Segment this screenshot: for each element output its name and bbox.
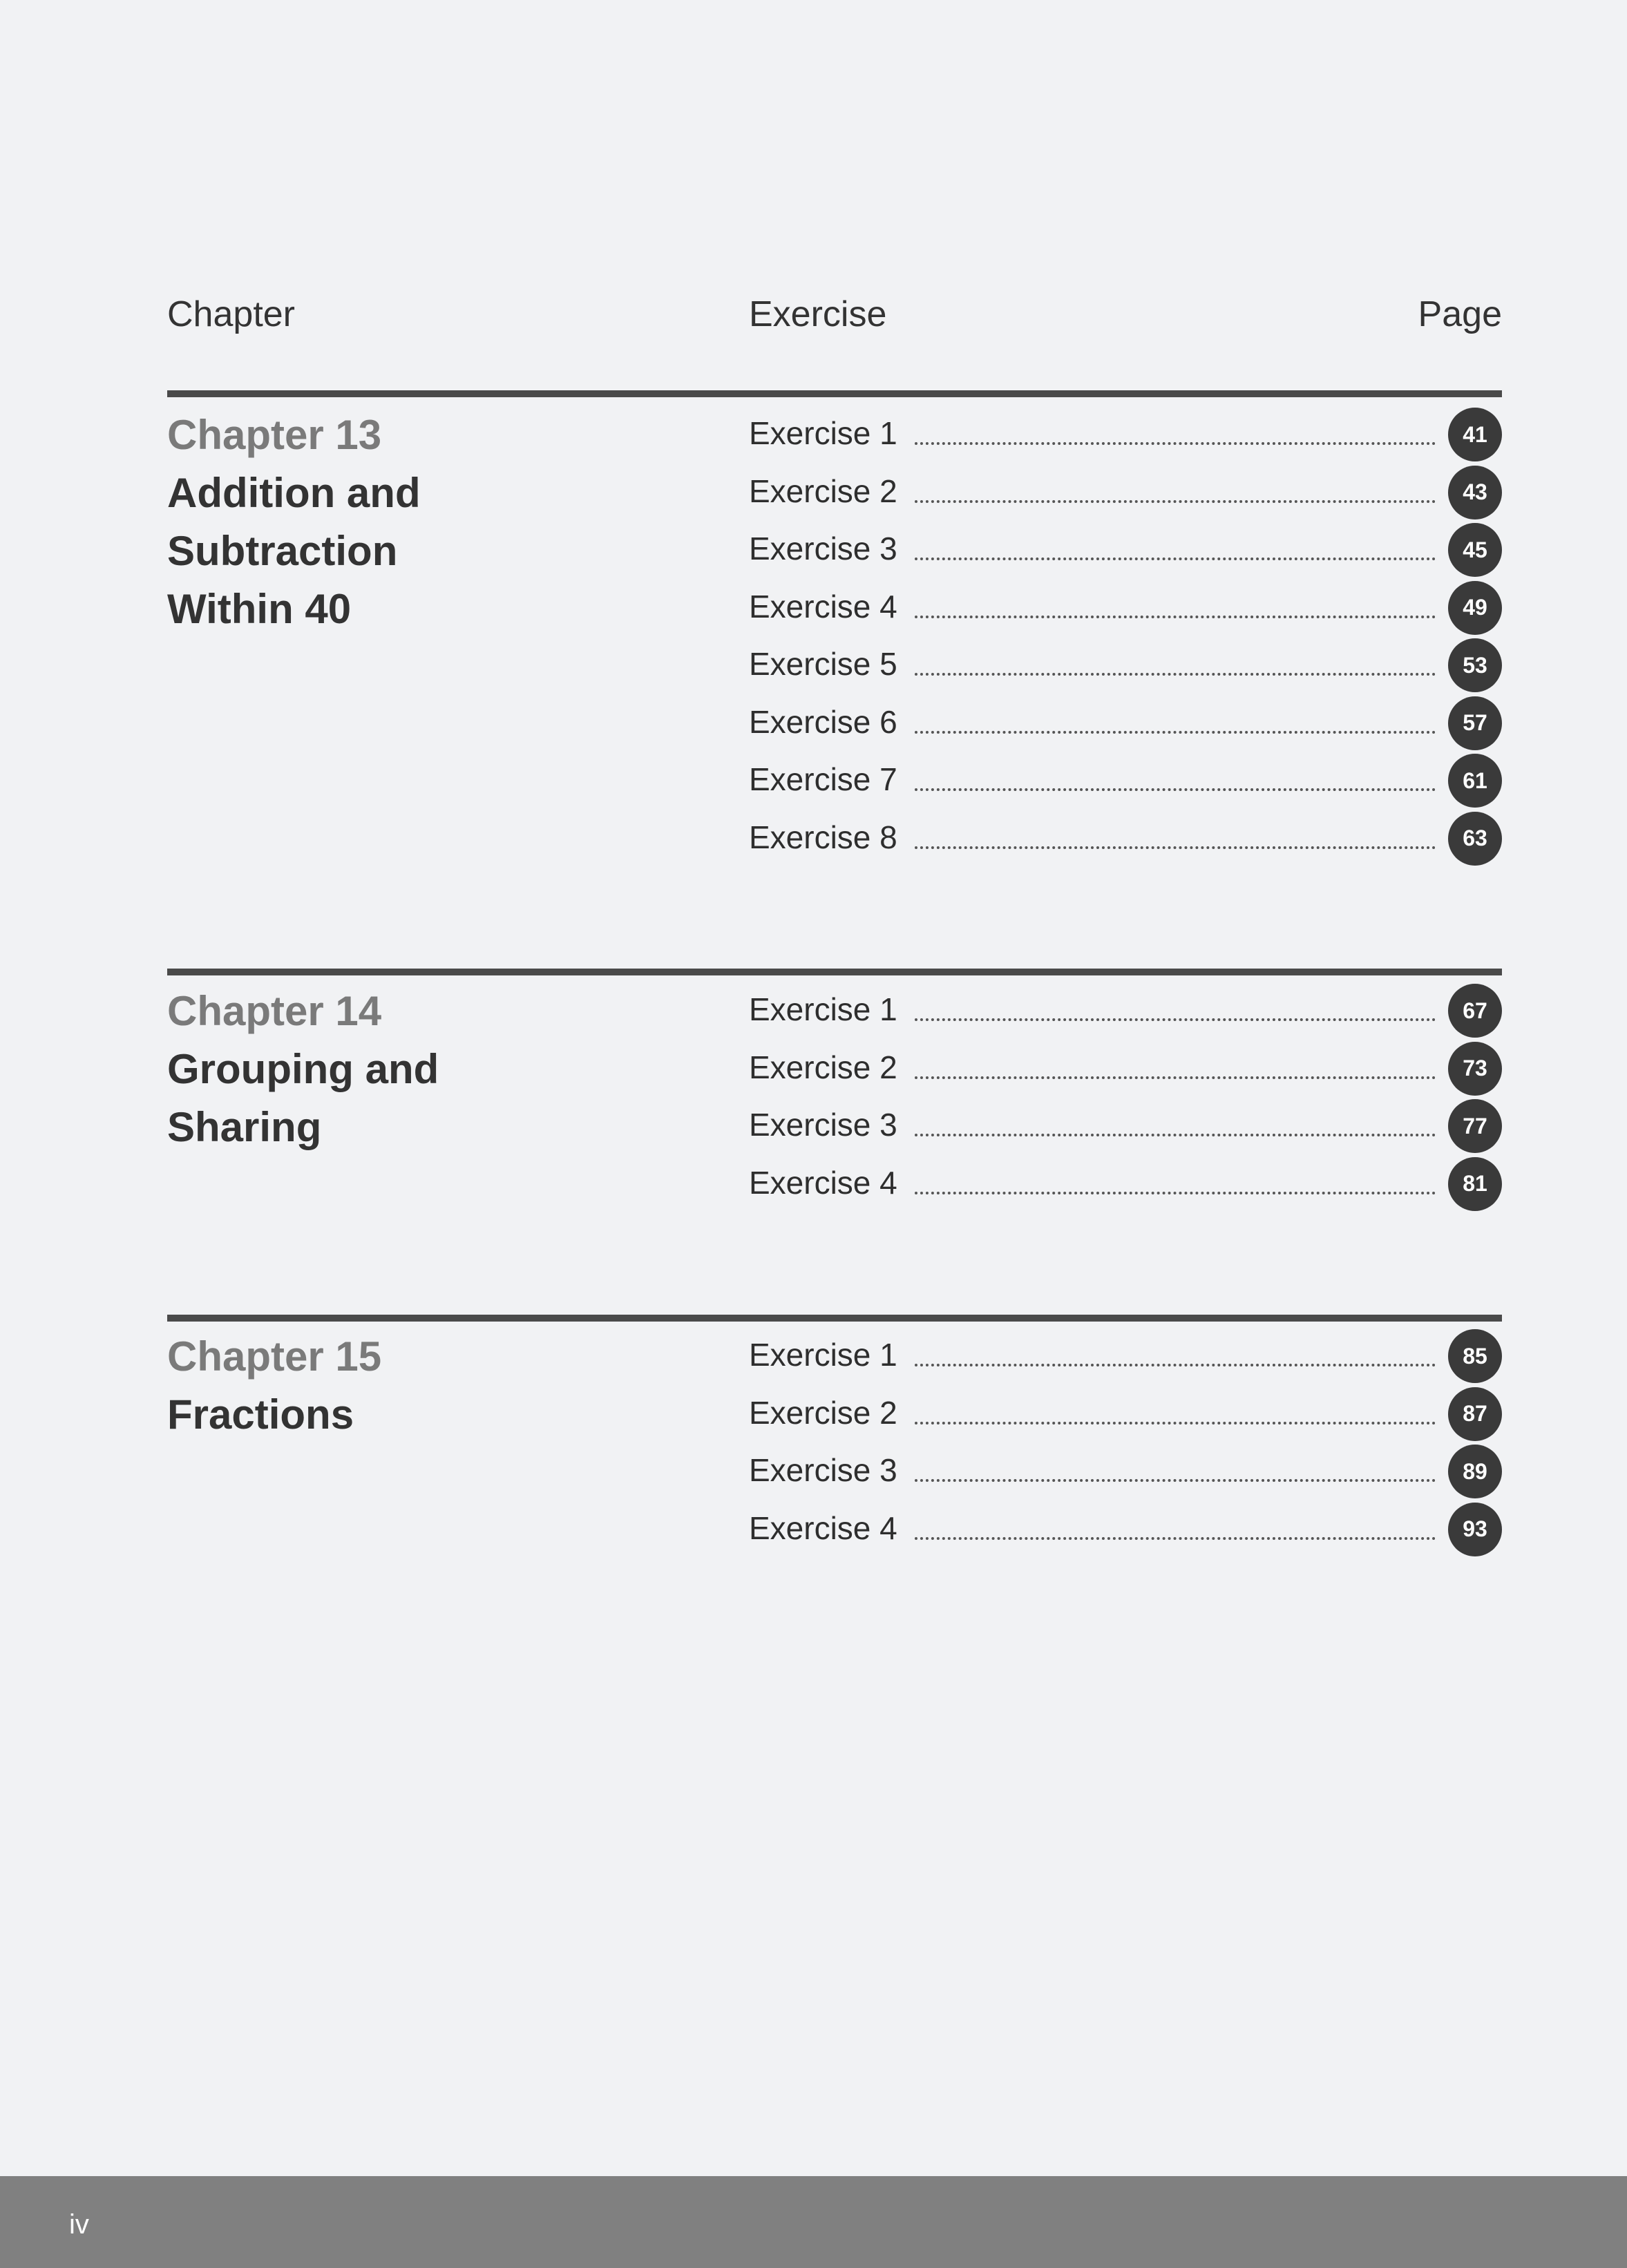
exercise-label: Exercise 1: [749, 415, 897, 451]
page-number-badge: 81: [1448, 1157, 1502, 1211]
exercise-label: Exercise 3: [749, 531, 897, 566]
exercise-entry[interactable]: [749, 522, 1502, 580]
dot-leader: [915, 1479, 1436, 1482]
page-number-badge: 61: [1448, 754, 1502, 808]
exercise-label: Exercise 2: [749, 1049, 897, 1085]
page-number-badge: 53: [1448, 638, 1502, 692]
exercise-label: Exercise 2: [749, 1394, 897, 1431]
chapter-column-header: Chapter: [167, 294, 295, 334]
exercise-label: Exercise 4: [749, 588, 897, 625]
exercise-entry[interactable]: [749, 1040, 1502, 1098]
chapter-title-line: Grouping and: [167, 1046, 439, 1092]
exercise-entry[interactable]: [749, 637, 1502, 695]
page-number-badge: 89: [1448, 1445, 1502, 1498]
exercise-label: Exercise 1: [749, 1337, 897, 1373]
dot-leader: [915, 1134, 1436, 1136]
exercise-entry[interactable]: [749, 752, 1502, 810]
chapter-number: Chapter 13: [167, 412, 382, 458]
exercise-list: [749, 1328, 1502, 1559]
chapter-number: Chapter 14: [167, 988, 382, 1034]
dot-leader: [915, 442, 1436, 445]
exercise-entry[interactable]: [749, 464, 1502, 522]
page-number-badge: 45: [1448, 523, 1502, 577]
exercise-label: Exercise 7: [749, 761, 897, 797]
dot-leader: [915, 1364, 1436, 1366]
page-number-badge: 49: [1448, 581, 1502, 635]
dot-leader: [915, 788, 1436, 791]
section-divider: [167, 969, 1502, 975]
exercise-entry[interactable]: [749, 1328, 1502, 1386]
exercise-entry[interactable]: [749, 406, 1502, 464]
section-divider: [167, 1315, 1502, 1322]
exercise-label: Exercise 2: [749, 473, 897, 509]
chapter-heading: [167, 406, 692, 638]
exercise-label: Exercise 1: [749, 991, 897, 1027]
exercise-label: Exercise 3: [749, 1452, 897, 1488]
exercise-label: Exercise 4: [749, 1509, 897, 1546]
exercise-entry[interactable]: [749, 810, 1502, 868]
page-number-badge: 57: [1448, 696, 1502, 750]
exercise-entry[interactable]: [749, 1156, 1502, 1214]
footer-bar: [0, 2176, 1627, 2268]
dot-leader: [915, 500, 1436, 503]
page-number-badge: 41: [1448, 408, 1502, 461]
page-number-badge: 93: [1448, 1503, 1502, 1556]
page-number-badge: 77: [1448, 1099, 1502, 1153]
dot-leader: [915, 1537, 1436, 1540]
section-divider: [167, 390, 1502, 397]
exercise-entry[interactable]: [749, 1501, 1502, 1559]
exercise-column-header: Exercise: [749, 294, 887, 334]
exercise-entry[interactable]: [749, 1098, 1502, 1156]
table-header: [167, 294, 1502, 349]
page-number-badge: 87: [1448, 1387, 1502, 1441]
dot-leader: [915, 616, 1436, 618]
chapter-heading: [167, 1328, 692, 1444]
chapter-title-line: Within 40: [167, 586, 352, 632]
page-number-badge: 43: [1448, 466, 1502, 520]
exercise-label: Exercise 8: [749, 819, 897, 855]
dot-leader: [915, 1192, 1436, 1194]
chapter-title-line: Subtraction: [167, 528, 398, 574]
dot-leader: [915, 1018, 1436, 1021]
page-column-header: Page: [1418, 294, 1502, 334]
exercise-entry[interactable]: [749, 695, 1502, 753]
exercise-label: Exercise 5: [749, 646, 897, 682]
chapter-title-line: Sharing: [167, 1104, 322, 1150]
exercise-entry[interactable]: [749, 580, 1502, 638]
chapter-title-line: Fractions: [167, 1391, 354, 1438]
dot-leader: [915, 1076, 1436, 1079]
chapter-heading: [167, 982, 692, 1156]
exercise-entry[interactable]: [749, 1386, 1502, 1444]
exercise-entry[interactable]: [749, 982, 1502, 1040]
exercise-list: [749, 406, 1502, 868]
dot-leader: [915, 846, 1436, 849]
chapter-number: Chapter 15: [167, 1333, 382, 1380]
dot-leader: [915, 558, 1436, 560]
exercise-entry[interactable]: [749, 1443, 1502, 1501]
page-number-badge: 73: [1448, 1042, 1502, 1096]
exercise-label: Exercise 6: [749, 703, 897, 740]
dot-leader: [915, 673, 1436, 676]
dot-leader: [915, 731, 1436, 734]
page-number-badge: 67: [1448, 984, 1502, 1038]
page-number-badge: 63: [1448, 812, 1502, 866]
chapter-title-line: Addition and: [167, 470, 421, 516]
exercise-list: [749, 982, 1502, 1213]
exercise-label: Exercise 4: [749, 1164, 897, 1201]
dot-leader: [915, 1422, 1436, 1424]
exercise-label: Exercise 3: [749, 1107, 897, 1143]
page-number: iv: [69, 2209, 89, 2240]
page-number-badge: 85: [1448, 1329, 1502, 1383]
